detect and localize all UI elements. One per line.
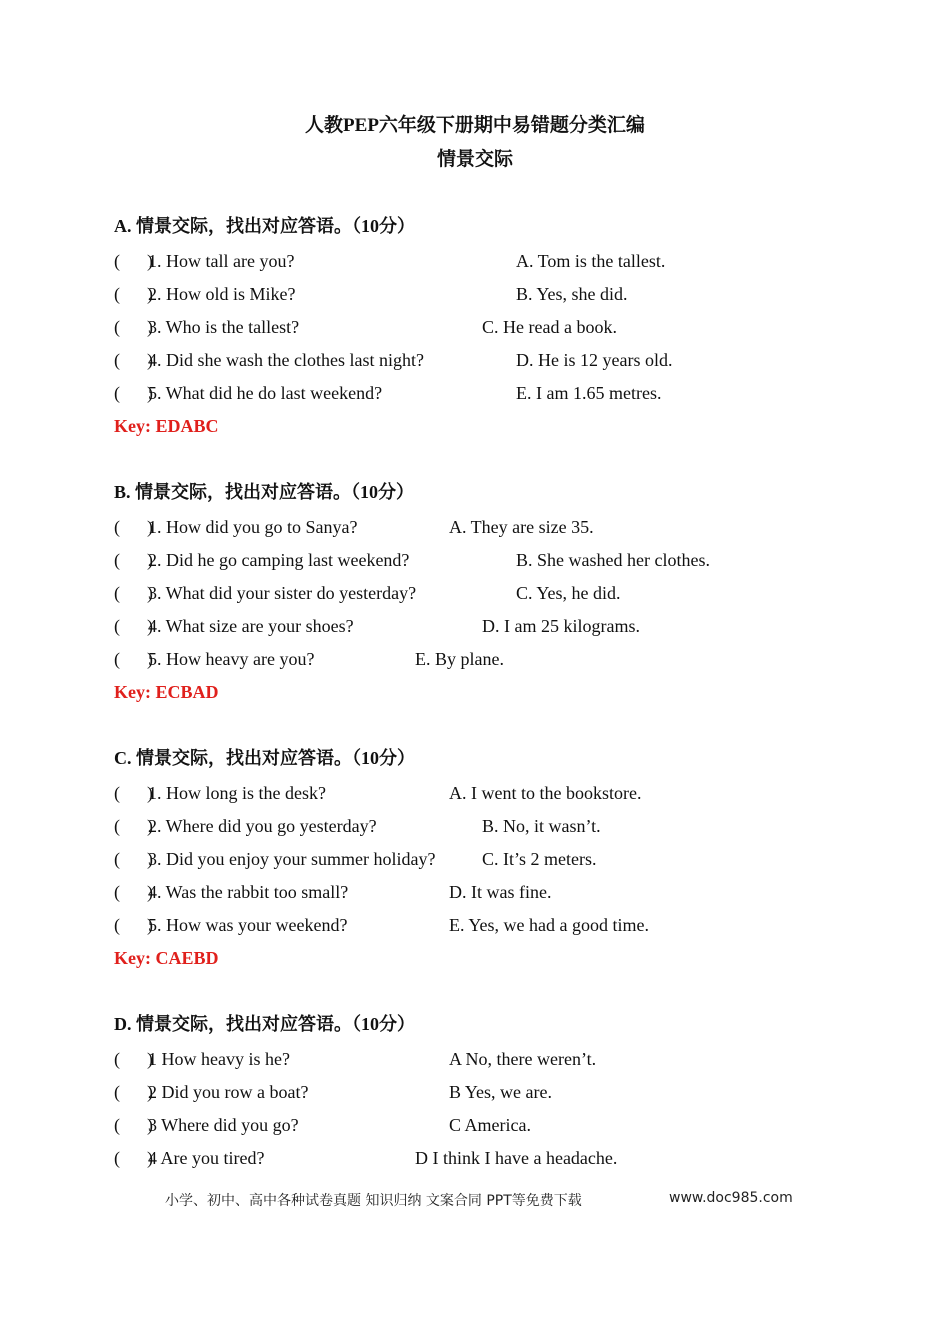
answer-option: E. Yes, we had a good time. — [449, 915, 649, 935]
question-text: 5. What did he do last weekend? — [148, 383, 383, 403]
footer-text: 小学、初中、高中各种试卷真题 知识归纳 文案合同 PPT等免费下载 — [165, 1193, 582, 1209]
question-text: 1 How heavy is he? — [148, 1049, 290, 1069]
page-title: 人教PEP六年级下册期中易错题分类汇编 — [305, 115, 645, 136]
answer-blank[interactable]: ( ) — [114, 517, 153, 537]
answer-option: D. It was fine. — [449, 882, 552, 902]
answer-blank[interactable]: ( ) — [114, 882, 153, 902]
answer-option: B. Yes, she did. — [516, 284, 628, 304]
answer-key: Key: ECBAD — [114, 682, 219, 702]
question-text: 3. Who is the tallest? — [148, 317, 300, 337]
question-text: 1. How tall are you? — [148, 251, 295, 271]
question-text: 4. What size are your shoes? — [148, 616, 354, 636]
answer-blank[interactable]: ( ) — [114, 1082, 153, 1102]
answer-blank[interactable]: ( ) — [114, 783, 153, 803]
question-text: 3. What did your sister do yesterday? — [148, 583, 417, 603]
answer-option: C. Yes, he did. — [516, 583, 621, 603]
answer-option: E. By plane. — [415, 649, 504, 669]
answer-blank[interactable]: ( ) — [114, 915, 153, 935]
answer-option: C. He read a book. — [482, 317, 617, 337]
footer-link[interactable]: www.doc985.com — [669, 1190, 793, 1206]
answer-option: E. I am 1.65 metres. — [516, 383, 662, 403]
answer-blank[interactable]: ( ) — [114, 616, 153, 636]
question-text: 4. Did she wash the clothes last night? — [148, 350, 424, 370]
question-text: 3. Did you enjoy your summer holiday? — [148, 849, 436, 869]
section-b-heading: B. 情景交际，找出对应答语。（10分） — [114, 482, 415, 502]
answer-option: A. They are size 35. — [449, 517, 594, 537]
question-text: 4 Are you tired? — [148, 1148, 265, 1168]
answer-blank[interactable]: ( ) — [114, 849, 153, 869]
answer-blank[interactable]: ( ) — [114, 1049, 153, 1069]
answer-option: C America. — [449, 1115, 531, 1135]
answer-blank[interactable]: ( ) — [114, 649, 153, 669]
question-text: 4. Was the rabbit too small? — [148, 882, 349, 902]
answer-key: Key: CAEBD — [114, 948, 219, 968]
section-a-heading: A. 情景交际，找出对应答语。（10分） — [114, 216, 415, 236]
answer-option: D. He is 12 years old. — [516, 350, 673, 370]
question-text: 2. How old is Mike? — [148, 284, 296, 304]
question-text: 2. Did he go camping last weekend? — [148, 550, 410, 570]
answer-option: A. Tom is the tallest. — [516, 251, 666, 271]
answer-option: B. She washed her clothes. — [516, 550, 710, 570]
answer-blank[interactable]: ( ) — [114, 583, 153, 603]
question-text: 5. How heavy are you? — [148, 649, 315, 669]
answer-option: B. No, it wasn’t. — [482, 816, 601, 836]
section-c-heading: C. 情景交际，找出对应答语。（10分） — [114, 748, 415, 768]
answer-blank[interactable]: ( ) — [114, 350, 153, 370]
answer-blank[interactable]: ( ) — [114, 251, 153, 271]
answer-option: C. It’s 2 meters. — [482, 849, 597, 869]
answer-option: D. I am 25 kilograms. — [482, 616, 640, 636]
question-text: 1. How long is the desk? — [148, 783, 326, 803]
answer-option: A. I went to the bookstore. — [449, 783, 642, 803]
question-text: 2. Where did you go yesterday? — [148, 816, 377, 836]
question-text: 2 Did you row a boat? — [148, 1082, 309, 1102]
question-text: 1. How did you go to Sanya? — [148, 517, 358, 537]
question-text: 5. How was your weekend? — [148, 915, 348, 935]
answer-blank[interactable]: ( ) — [114, 317, 153, 337]
answer-blank[interactable]: ( ) — [114, 550, 153, 570]
answer-option: D I think I have a headache. — [415, 1148, 618, 1168]
answer-blank[interactable]: ( ) — [114, 383, 153, 403]
answer-blank[interactable]: ( ) — [114, 1148, 153, 1168]
answer-blank[interactable]: ( ) — [114, 816, 153, 836]
answer-blank[interactable]: ( ) — [114, 1115, 153, 1135]
question-text: 3 Where did you go? — [148, 1115, 299, 1135]
page-subtitle: 情景交际 — [436, 149, 513, 170]
answer-key: Key: EDABC — [114, 416, 219, 436]
section-d-heading: D. 情景交际，找出对应答语。（10分） — [114, 1014, 415, 1034]
answer-blank[interactable]: ( ) — [114, 284, 153, 304]
answer-option: A No, there weren’t. — [449, 1049, 597, 1069]
answer-option: B Yes, we are. — [449, 1082, 552, 1102]
